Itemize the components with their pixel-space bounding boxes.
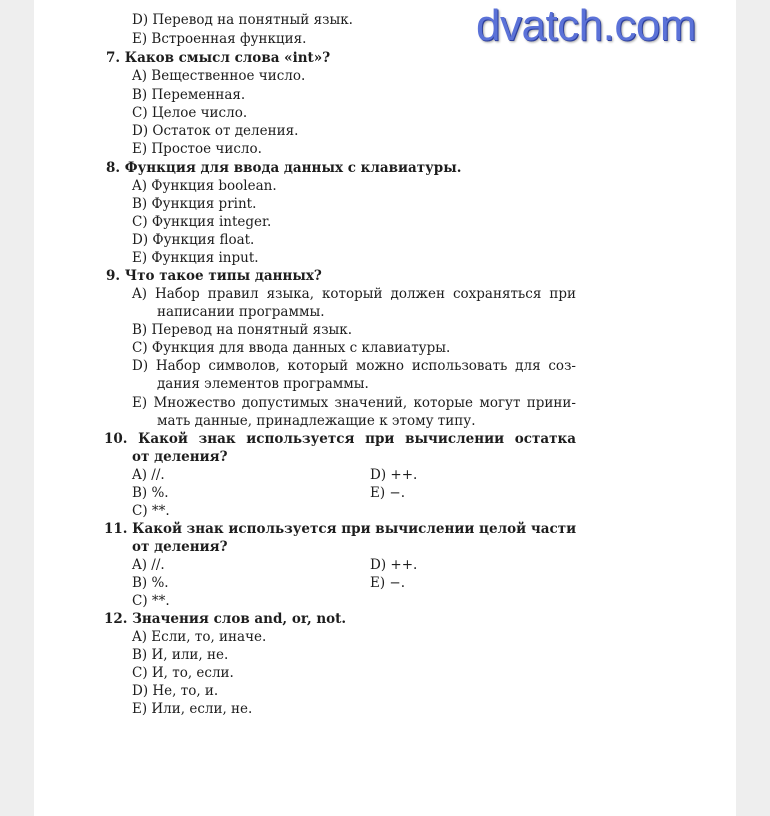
prev-option-d: D) Перевод на понятный язык.	[132, 12, 353, 28]
question-10-option-d: D) ++.	[370, 467, 418, 483]
question-11-option-b: B) %.	[132, 575, 169, 591]
question-8-option-d: D) Функция float.	[132, 232, 255, 248]
question-7-option-e: E) Простое число.	[132, 141, 262, 157]
question-11-option-e: E) −.	[370, 575, 406, 591]
question-11-title-line1: 11. Какой знак используется при вычислении целой части	[104, 521, 577, 537]
question-9-option-e-line2: мать данные, принадлежащие к этому типу.	[157, 413, 476, 429]
question-9-option-d-line1: D) Набор символов, который можно использовать для соз-	[132, 358, 576, 374]
question-7-option-c: C) Целое число.	[132, 105, 248, 121]
question-11-title-line2: от деления?	[132, 539, 228, 555]
question-7-option-b: B) Переменная.	[132, 87, 246, 103]
question-10-title-line2: от деления?	[132, 449, 228, 465]
question-8-option-c: C) Функция integer.	[132, 214, 272, 230]
question-7-title: 7. Каков смысл слова «int»?	[106, 50, 331, 66]
question-10-option-e: E) −.	[370, 485, 406, 501]
question-12-option-d: D) Не, то, и.	[132, 683, 219, 699]
prev-option-e: E) Встроенная функция.	[132, 31, 307, 47]
question-10-title-line1: 10. Какой знак используется при вычислении остатка	[104, 431, 576, 447]
question-8-title: 8. Функция для ввода данных с клавиатуры.	[106, 160, 462, 176]
question-9-option-b: B) Перевод на понятный язык.	[132, 322, 353, 338]
question-11-option-c: C) **.	[132, 593, 170, 609]
question-9-option-a-line2: написании программы.	[157, 304, 325, 320]
question-8-option-e: E) Функция input.	[132, 250, 259, 266]
question-8-option-a: A) Функция boolean.	[132, 178, 277, 194]
question-12-option-e: E) Или, если, не.	[132, 701, 253, 717]
question-9-option-d-line2: дания элементов программы.	[157, 376, 369, 392]
question-12-option-c: C) И, то, если.	[132, 665, 234, 681]
question-9-option-c: C) Функция для ввода данных с клавиатуры.	[132, 340, 451, 356]
question-9-option-e-line1: E) Множество допустимых значений, которые могут прини-	[132, 395, 576, 411]
question-10-option-c: C) **.	[132, 503, 170, 519]
question-12-option-b: B) И, или, не.	[132, 647, 229, 663]
question-9-title: 9. Что такое типы данных?	[106, 268, 322, 284]
question-11-option-d: D) ++.	[370, 557, 418, 573]
question-10-option-a: A) //.	[132, 467, 165, 483]
watermark-logo: dvatch.com	[476, 1, 696, 50]
question-12-title: 12. Значения слов and, or, not.	[104, 611, 347, 627]
question-7-option-a: A) Вещественное число.	[132, 68, 306, 84]
question-8-option-b: B) Функция print.	[132, 196, 257, 212]
question-10-option-b: B) %.	[132, 485, 169, 501]
question-11-option-a: A) //.	[132, 557, 165, 573]
question-7-option-d: D) Остаток от деления.	[132, 123, 299, 139]
question-12-option-a: A) Если, то, иначе.	[132, 629, 267, 645]
question-9-option-a-line1: A) Набор правил языка, который должен сохраняться при	[132, 286, 576, 302]
